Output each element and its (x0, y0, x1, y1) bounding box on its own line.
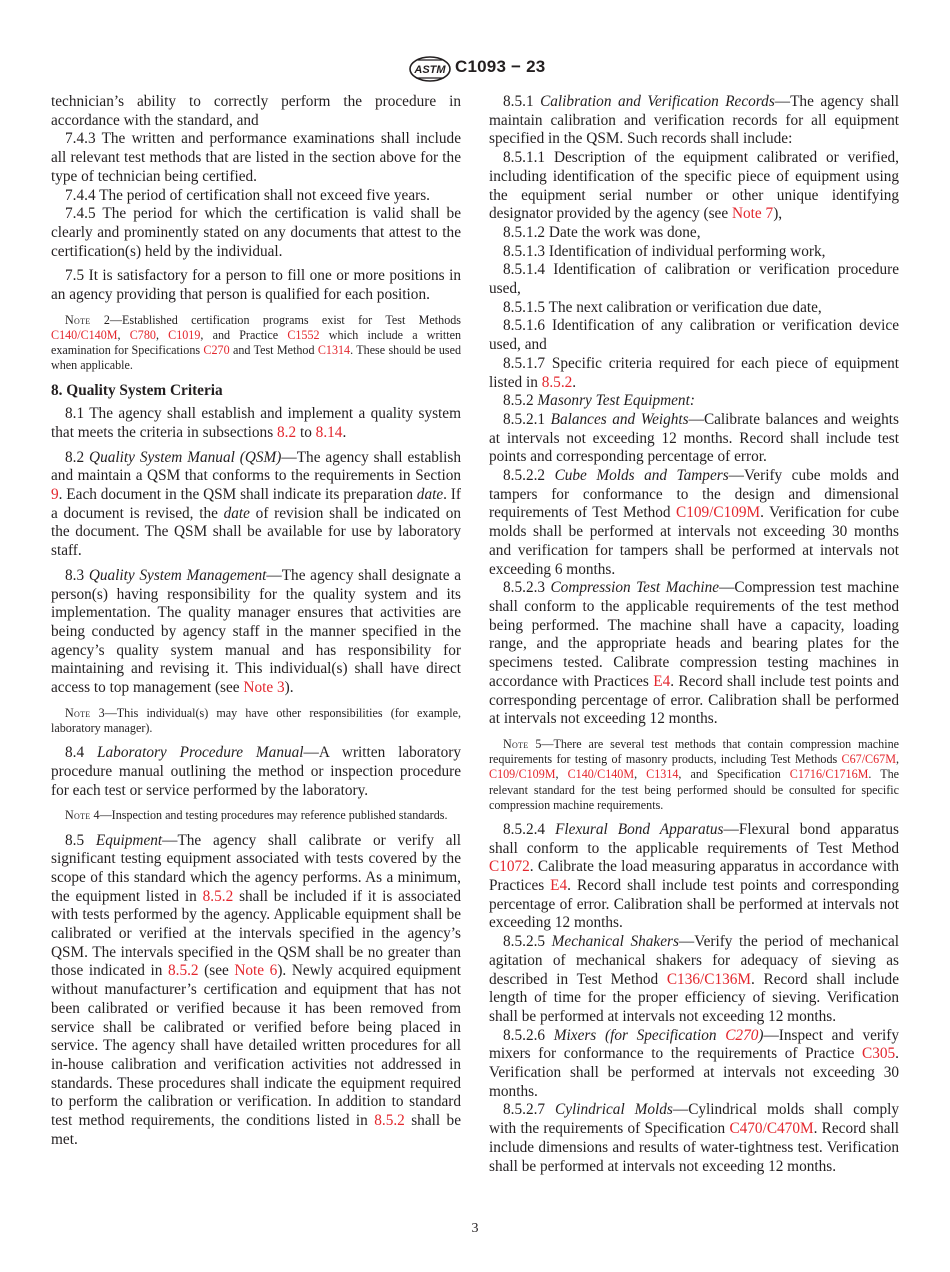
link-c109[interactable]: C109/C109M (489, 767, 556, 782)
note-5: Note 5—There are several test methods that contain compression machine requirements for testing of masonry products, including Test Methods C67/C67M, C109/C109M, C140/C140M, C1314, and Specification C1716/C1716M. The relevant standard for the test being performed should be consulted for specific compression machine requirements. (489, 736, 900, 812)
link-8-5-2[interactable]: 8.5.2 (202, 887, 234, 905)
paragraph-8-5-2-4: 8.5.2.4 Flexural Bond Apparatus—Flexural bond apparatus shall conform to the applicable requirements of Test Method C1072. Calibrate the load measuring apparatus in accordance with Practices E4. Record shall include test points and corresponding percentage of error. Calibration shall be performed at intervals not exceeding 12 months. (489, 820, 899, 932)
link-c305[interactable]: C305 (862, 1045, 896, 1063)
note-label: Note (65, 312, 91, 327)
link-c1716[interactable]: C1716/C1716M (789, 767, 869, 782)
link-8-2[interactable]: 8.2 (277, 423, 297, 441)
standard-designation: C1093 − 23 (455, 57, 546, 76)
paragraph-8-5-2-5: 8.5.2.5 Mechanical Shakers—Verify the period of mechanical agitation of mechanical shakers for adequacy of sieving as described in Test Method C136/C136M. Record shall include length of time for the proper efficiency of sieving. Verification shall be performed at intervals not exceeding 12 months. (489, 933, 899, 1025)
link-c109[interactable]: C109/C109M (676, 504, 761, 522)
paragraph-7-4-4: 7.4.4 The period of certification shall not exceed five years. (65, 186, 431, 204)
paragraph-8-5-1: 8.5.1 Calibration and Verification Records—The agency shall maintain calibration and verification records for all equipment specified in the QSM. Such records shall include: (489, 93, 900, 148)
paragraph-8-5: 8.5 Equipment—The agency shall calibrate or verify all significant testing equipment associated with tests covered by the scope of this standard which the agency performs. As a minimum, the equipment listed in 8.5.2 shall be included if it is associated with tests performed by the agency. Applicable equipment shall be calibrated or verified at the intervals specified in the agency’s QSM. The intervals specified in the QSM shall be no greater than those indicated in 8.5.2 (see Note 6). Newly acquired equipment without manufacturer’s certification and equipment that has not been calibrated or verified because it has been removed from service shall be calibrated or verified before being placed in service. The agency shall have detailed written procedures for all in-house calibration and verification activities not addressed in standards. These procedures shall indicate the equipment required to perform the calibration or verification. In addition to standard test method requirements, the conditions listed in 8.5.2 shall be met. (51, 831, 461, 1148)
link-c270[interactable]: C270 (725, 1026, 759, 1044)
link-8-5-2[interactable]: 8.5.2 (541, 373, 573, 391)
paragraph-8-5-1-2: 8.5.1.2 Date the work was done, (503, 223, 701, 241)
link-c270[interactable]: C270 (203, 343, 230, 358)
link-c1314[interactable]: C1314 (646, 767, 679, 782)
link-c470[interactable]: C470/C470M (729, 1120, 814, 1138)
link-c136[interactable]: C136/C136M (666, 970, 752, 988)
left-column (51, 93, 461, 1149)
page-number: 3 (471, 1221, 479, 1236)
link-e4[interactable]: E4 (653, 672, 671, 690)
paragraph-8-4: 8.4 Laboratory Procedure Manual—A written laboratory procedure manual outlining the method or inspection procedure for each test or service performed by the laboratory. (51, 744, 461, 799)
link-c140[interactable]: C140/C140M (51, 327, 118, 342)
paragraph-8-5-1-7: 8.5.1.7 Specific criteria required for each piece of equipment listed in 8.5.2. (489, 354, 899, 391)
paragraph-8-5-2-7: 8.5.2.7 Cylindrical Molds—Cylindrical molds shall comply with the requirements of Specification C470/C470M. Record shall include dimensions and results of water-tightness test. Verification shall be performed at intervals not exceeding 12 months. (489, 1101, 900, 1175)
right-column (489, 93, 899, 1176)
link-c140[interactable]: C140/C140M (567, 767, 635, 782)
section-8-heading: 8. Quality System Criteria (51, 381, 223, 399)
paragraph-8-5-2: 8.5.2 Masonry Test Equipment: (503, 392, 695, 410)
paragraph-8-5-2-1: 8.5.2.1 Balances and Weights—Calibrate balances and weights at intervals not exceeding 12 months. Record shall include test points and corresponding percentage of error. (489, 410, 899, 466)
paragraph-7-4-2-cont: technician’s ability to correctly perform the procedure in accordance with the standard, and (51, 93, 461, 129)
paragraph-8-5-1-1: 8.5.1.1 Description of the equipment calibrated or verified, including identification of the specific piece of equipment using the equipment serial number or other unique identifying designator provided by the agency (see Note 7), (489, 149, 899, 223)
note-4: Note 4—Inspection and testing procedures may reference published standards. (65, 808, 448, 823)
link-e4[interactable]: E4 (550, 877, 568, 895)
note-2: Note 2—Established certification programs exist for Test Methods C140/C140M, C780, C1019, and Practice C1552 which include a written examination for Specifications C270 and Test Method C1314. These should be used when applicable. (51, 312, 462, 373)
page-header (0, 56, 950, 82)
paragraph-7-4-3: 7.4.3 The written and performance examinations shall include all relevant test methods that are listed in the section above for the type of technician being certified. (51, 130, 461, 185)
paragraph-8-5-2-6: 8.5.2.6 Mixers (for Specification C270)—Inspect and verify mixers for conformance to the requirements of Practice C305. Verification shall be performed at intervals not exceeding 30 months. (489, 1026, 899, 1100)
logo-lettering: ASTM (414, 64, 446, 76)
link-c1072[interactable]: C1072 (489, 858, 530, 876)
paragraph-8-5-2-3: 8.5.2.3 Compression Test Machine—Compression test machine shall conform to the applicable requirements of the test method being performed. The machine shall have a capacity, loading range, and the appropriate heads and bearing plates for the specimens tested. Calibrate compression testing machines in accordance with Practices E4. Record shall include test points and corresponding percentage of error. Calibration shall be performed at intervals not exceeding 12 months. (489, 579, 899, 728)
link-c67[interactable]: C67/C67M (841, 752, 896, 767)
paragraph-8-1: 8.1 The agency shall establish and implement a quality system that meets the criteria in subsections 8.2 to 8.14. (51, 405, 461, 441)
paragraph-7-5: 7.5 It is satisfactory for a person to fill one or more positions in an agency providing that person is qualified for each position. (51, 267, 461, 304)
paragraph-8-5-1-3: 8.5.1.3 Identification of individual performing work, (503, 242, 826, 260)
link-8-5-2[interactable]: 8.5.2 (167, 962, 199, 980)
link-c780[interactable]: C780 (129, 327, 156, 342)
link-note-7[interactable]: Note 7 (731, 205, 774, 223)
paragraph-8-5-2-2: 8.5.2.2 Cube Molds and Tampers—Verify cube molds and tampers for conformance to the design and dimensional requirements of Test Method C109/C109M. Verification for cube molds shall be performed at intervals not exceeding 30 months and verification for tampers shall be performed at intervals not exceeding 6 months. (489, 467, 900, 578)
link-c1019[interactable]: C1019 (168, 327, 201, 342)
paragraph-8-2: 8.2 Quality System Manual (QSM)—The agency shall establish and maintain a QSM that conforms to the requirements in Section 9. Each document in the QSM shall indicate its preparation date. If a document is revised, the date of revision shall be indicated on the document. The QSM shall be available for use by laboratory staff. (51, 448, 461, 560)
link-8-14[interactable]: 8.14 (315, 423, 343, 441)
paragraph-8-5-1-5: 8.5.1.5 The next calibration or verification due date, (503, 298, 822, 316)
link-section-9[interactable]: 9 (51, 486, 59, 504)
paragraph-8-5-1-6: 8.5.1.6 Identification of any calibration or verification device used, and (489, 317, 899, 354)
paragraph-7-4-5: 7.4.5 The period for which the certification is valid shall be clearly and prominently stated on any documents that attest to the certification(s) held by the individual. (51, 205, 461, 260)
link-note-6[interactable]: Note 6 (234, 962, 278, 980)
note-3: Note 3—This individual(s) may have other responsibilities (for example, laboratory manager). (51, 705, 461, 735)
link-8-5-2[interactable]: 8.5.2 (374, 1112, 405, 1130)
link-note-3[interactable]: Note 3 (243, 679, 285, 697)
paragraph-8-3: 8.3 Quality System Management—The agency shall designate a person(s) having responsibility for the quality system and its implementation. The quality manager ensures that activities are being conducted by agency staff in the manner specified in the agency’s quality system manual and has responsibility for maintaining and revising it. This individual(s) shall have direct access to top management (see Note 3). (51, 566, 461, 697)
paragraph-8-5-1-4: 8.5.1.4 Identification of calibration or verification procedure used, (489, 261, 899, 298)
link-c1552[interactable]: C1552 (287, 327, 320, 342)
link-c1314[interactable]: C1314 (317, 343, 351, 358)
astm-logo (408, 56, 452, 82)
